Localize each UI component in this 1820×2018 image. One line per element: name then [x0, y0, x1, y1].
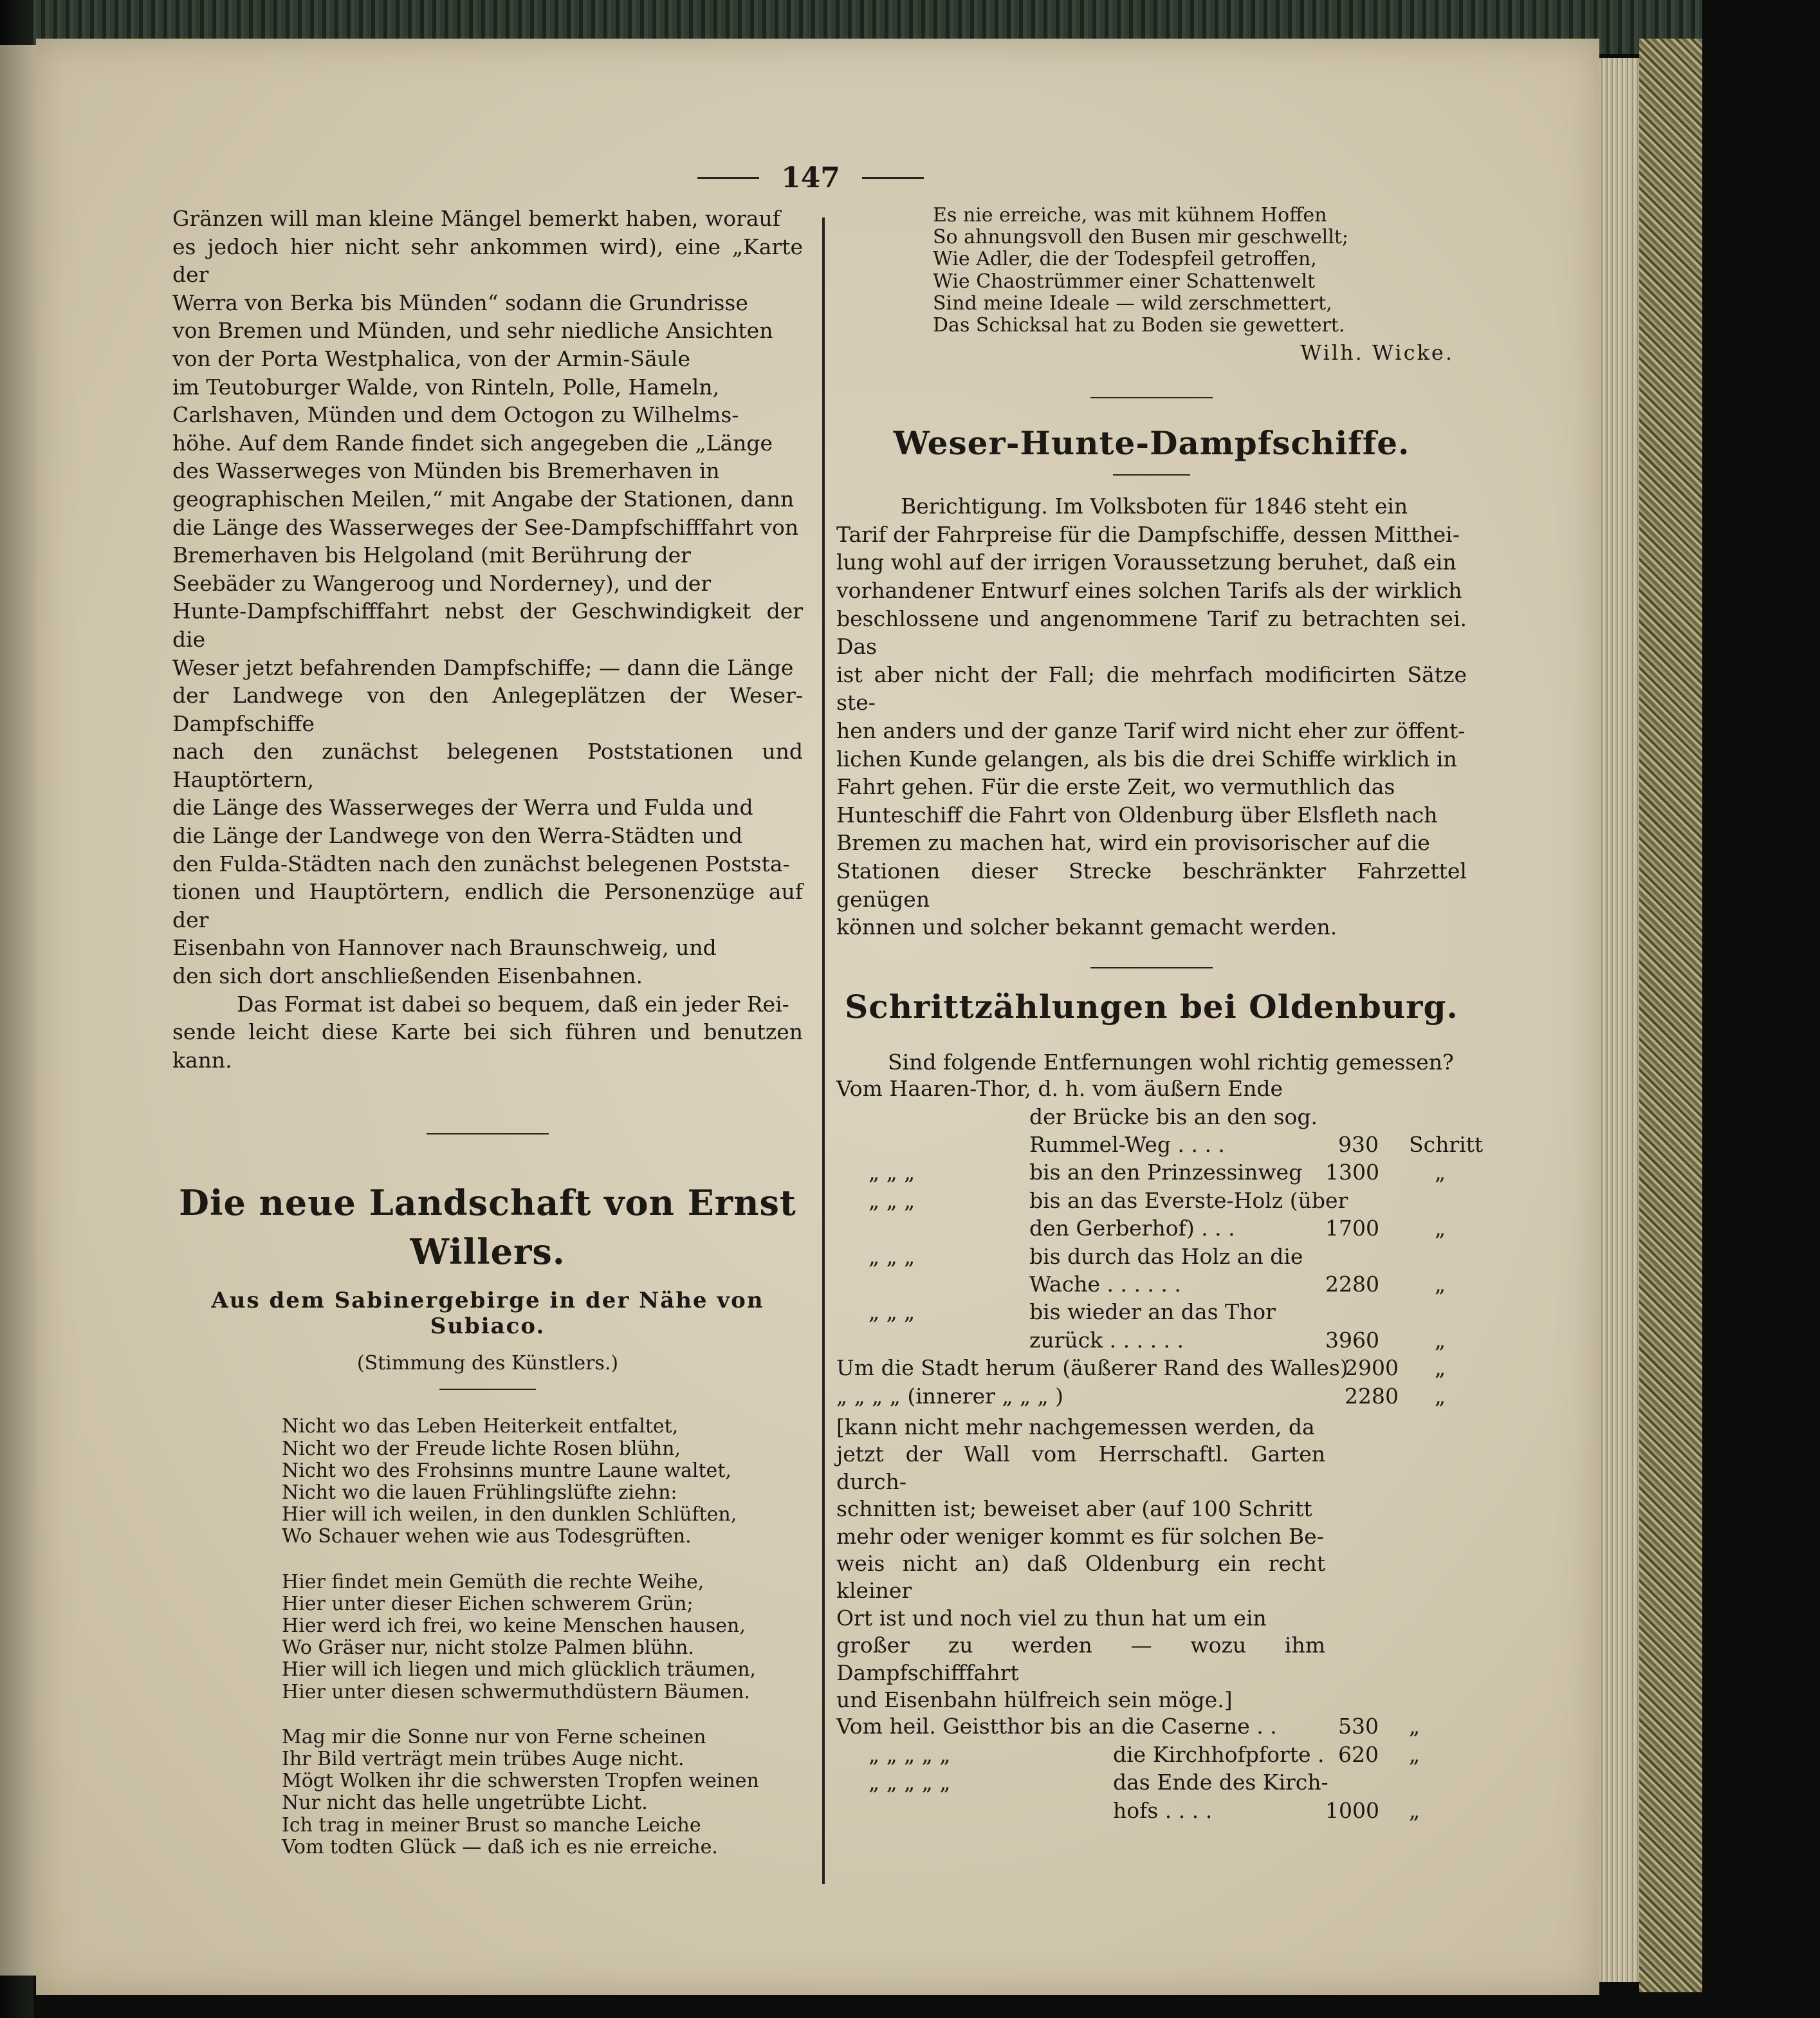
table-row [836, 1299, 1467, 1327]
text-line: Hunteschiff die Fahrt von Oldenburg über Elsfleth nach [836, 802, 1438, 828]
distance-table [836, 1076, 1484, 1411]
text-line: jetzt der Wall vom Herrschaftl. Garten durch- [836, 1441, 1325, 1494]
row-ditto: „ „ „ [869, 1243, 915, 1269]
section-title-weser-hunte: Weser-Hunte-Dampfschiffe. [893, 424, 1410, 463]
text-line: beschlossene und angenommene Tarif zu betrachten sei. Das [836, 606, 1467, 660]
header-dash-left [697, 177, 759, 179]
poem-line: Hier findet mein Gemüth die rechte Weihe, [282, 1570, 704, 1593]
row-value: 2280 [1345, 1383, 1399, 1409]
text-line: lung wohl auf der irrigen Voraussetzung beruhet, daß ein [836, 550, 1457, 575]
section-divider [1090, 967, 1213, 968]
text-line: Bremen zu machen hat, wird ein provisorischer auf die [836, 830, 1430, 856]
poem-signature: Wilh. Wicke. [1300, 340, 1454, 366]
text-line: im Teutoburger Walde, von Rinteln, Polle, Hameln, [172, 374, 720, 400]
table-row [836, 1272, 1467, 1299]
poem-line: Hier werd ich frei, wo keine Menschen hausen, [282, 1615, 746, 1638]
page-stack-edge [1599, 58, 1639, 1982]
text-line: tionen und Hauptörtern, endlich die Personenzüge auf der [172, 879, 803, 932]
row-ditto: „ „ „ [869, 1299, 915, 1325]
row-label: Vom heil. Geistthor bis an die Caserne . . [836, 1714, 1277, 1739]
poem-line: Wie Adler, die der Todespfeil getroffen, [933, 248, 1317, 271]
row-label: hofs . . . . [1113, 1797, 1213, 1823]
row-value: 1000 [1325, 1797, 1379, 1823]
text-line: Eisenbahn von Hannover nach Braunschweig, und [172, 935, 717, 961]
poem-line: Nicht wo die lauen Frühlingslüfte ziehn: [282, 1481, 677, 1504]
section-divider [427, 1133, 549, 1134]
text-line: können und solcher bekannt gemacht werden. [836, 914, 1337, 940]
row-label: das Ende des Kirch- [1113, 1770, 1328, 1795]
poem-line: Wo Schauer wehen wie aus Todesgrüften. [282, 1525, 692, 1548]
text-line: geographischen Meilen,“ mit Angabe der Stationen, dann [172, 486, 795, 512]
text-line: es jedoch hier nicht sehr ankommen wird), eine „Karte der [172, 234, 803, 288]
text-line: den sich dort anschließenden Eisenbahnen. [172, 963, 643, 989]
text-line: der Landwege von den Anlegeplätzen der Weser-Dampfschiffe [172, 683, 803, 736]
text-line: Carlshaven, Münden und dem Octogon zu Wilhelms- [172, 402, 739, 428]
row-unit: „ [1435, 1160, 1446, 1185]
row-label: bis durch das Holz an die [1029, 1243, 1303, 1269]
section-title-schrittzaehlungen: Schrittzählungen bei Oldenburg. [845, 987, 1458, 1026]
row-label: Um die Stadt herum (äußerer Rand des Walles) [836, 1355, 1348, 1381]
text-line: sende leicht diese Karte bei sich führen und benutzen kann. [172, 1019, 803, 1073]
text-line: nach den zunächst belegenen Poststationen und Hauptörtern, [172, 739, 803, 792]
column-rule [822, 218, 825, 1884]
poem-continuation [836, 205, 1467, 337]
poem-line: Vom todten Glück — daß ich es nie erreiche. [282, 1835, 718, 1858]
table-row [836, 1770, 1467, 1797]
text-line: Stationen dieser Strecke beschränkter Fahrzettel genügen [836, 858, 1467, 912]
text-line: von der Porta Westphalica, von der Armin-Säule [172, 346, 691, 371]
title-rule [439, 1389, 536, 1390]
poem-line: Nur nicht das helle ungetrübte Licht. [282, 1791, 648, 1815]
marbled-cover-board [1639, 39, 1702, 1992]
poem-stanza [282, 1571, 803, 1703]
poem-line: Hier will ich weilen, in den dunklen Schlüften, [282, 1503, 737, 1526]
previous-page-edge [0, 45, 39, 1976]
text-line: schnitten ist; beweiset aber (auf 100 Schritt [836, 1496, 1312, 1522]
schritt-intro: Sind folgende Entfernungen wohl richtig gemessen? [888, 1049, 1454, 1075]
poem-line: Nicht wo der Freude lichte Rosen blühn, [282, 1437, 681, 1460]
background-right [1702, 0, 1820, 2018]
text-line: Das Format ist dabei so bequem, daß ein jeder Rei- [237, 991, 789, 1017]
poem-stanza [282, 1726, 803, 1858]
row-value: 1300 [1325, 1160, 1379, 1185]
row-label: Wache . . . . . . [1029, 1272, 1181, 1297]
left-column [172, 205, 803, 1882]
poem-line: So ahnungsvoll den Busen mir geschwellt; [933, 226, 1349, 249]
page-header [682, 158, 939, 197]
article-title-line: Willers. [410, 1231, 565, 1273]
title-rule [1113, 474, 1190, 476]
table-row [836, 1132, 1484, 1160]
row-unit: Schritt [1409, 1132, 1484, 1158]
row-ditto: „ „ „ [869, 1160, 915, 1185]
table-row [836, 1076, 1467, 1104]
text-line: großer zu werden — wozu ihm Dampfschifffahrt [836, 1633, 1325, 1685]
bracket-note [836, 1414, 1325, 1714]
text-line: Fahrt gehen. Für die erste Zeit, wo vermuthlich das [836, 774, 1395, 800]
poem-line: Nicht wo das Leben Heiterkeit entfaltet, [282, 1415, 679, 1438]
text-line: mehr oder weniger kommt es für solchen Be- [836, 1523, 1324, 1549]
text-line: des Wasserweges von Münden bis Bremerhaven in [172, 458, 720, 484]
text-line: Seebäder zu Wangeroog und Norderney), und der [172, 570, 712, 596]
text-line: vorhandener Entwurf eines solchen Tarifs als der wirklich [836, 578, 1462, 603]
row-label: „ „ „ „ (innerer „ „ „ ) [836, 1383, 1064, 1409]
table-row [836, 1104, 1467, 1132]
row-value: 3960 [1325, 1327, 1379, 1353]
table-row [836, 1244, 1467, 1272]
poem-line: Sind meine Ideale — wild zerschmettert, [933, 292, 1332, 315]
article-note: (Stimmung des Künstlers.) [356, 1352, 619, 1375]
table-row [836, 1742, 1467, 1770]
text-line: und Eisenbahn hülfreich sein möge.] [836, 1687, 1233, 1713]
row-label: zurück . . . . . . [1029, 1327, 1184, 1353]
text-line: von Bremen und Münden, und sehr niedliche Ansichten [172, 318, 773, 344]
table-row [836, 1798, 1467, 1826]
text-line: Hunte-Dampfschifffahrt nebst der Geschwindigkeit der die [172, 598, 803, 652]
row-value: 2280 [1325, 1272, 1379, 1297]
text-line: Ort ist und noch viel zu thun hat um ein [836, 1605, 1267, 1631]
row-unit: „ [1409, 1741, 1420, 1767]
section-divider [1090, 397, 1213, 398]
text-line: Weser jetzt befahrenden Dampfschiffe; — dann die Länge [172, 654, 794, 680]
row-unit: „ [1435, 1216, 1446, 1241]
text-line: Tarif der Fahrpreise für die Dampfschiffe, dessen Mitthei- [836, 521, 1460, 547]
row-ditto: „ „ „ [869, 1187, 915, 1213]
poem-line: Wie Chaostrümmer einer Schattenwelt [933, 270, 1316, 293]
poem-stanza [282, 1416, 803, 1548]
text-line: Gränzen will man kleine Mängel bemerkt haben, worauf [172, 206, 780, 231]
text-line: die Länge des Wasserweges der See-Dampfschifffahrt von [172, 514, 799, 540]
poem-line: Hier unter dieser Eichen schwerem Grün; [282, 1592, 694, 1615]
row-value: 620 [1338, 1741, 1379, 1767]
row-label: der Brücke bis an den sog. [1029, 1104, 1318, 1129]
text-line: [kann nicht mehr nachgemessen werden, da [836, 1414, 1315, 1439]
row-unit: „ [1409, 1797, 1420, 1823]
row-label: die Kirchhofpforte . [1113, 1741, 1325, 1767]
row-unit: „ [1435, 1355, 1446, 1381]
poem-line: Ihr Bild verträgt mein trübes Auge nicht. [282, 1748, 685, 1771]
row-label: den Gerberhof) . . . [1029, 1216, 1235, 1241]
text-line: Berichtigung. Im Volksboten für 1846 steht ein [901, 494, 1408, 519]
text-line: Bremerhaven bis Helgoland (mit Berührung der [172, 542, 691, 568]
row-ditto: „ „ „ „ „ [869, 1741, 951, 1767]
text-line: Werra von Berka bis Münden“ sodann die Grundrisse [172, 290, 748, 315]
article-subtitle: Aus dem Sabinergebirge in der Nähe von Subiaco. [211, 1288, 764, 1340]
page-number: 147 [781, 161, 840, 194]
table-row [836, 1328, 1467, 1355]
poem-line: Nicht wo des Frohsinns muntre Laune waltet, [282, 1459, 731, 1482]
poem-line: Hier will ich liegen und mich glücklich träumen, [282, 1658, 757, 1681]
table-row [836, 1355, 1467, 1383]
row-label: bis wieder an das Thor [1029, 1299, 1276, 1325]
poem [172, 1416, 803, 1858]
row-label: Vom Haaren-Thor, d. h. vom äußern Ende [836, 1076, 1283, 1102]
poem-line: Mögt Wolken ihr die schwersten Tropfen weinen [282, 1770, 759, 1793]
weser-hunte-paragraph [836, 492, 1467, 941]
table-row [836, 1188, 1467, 1216]
article-title-line: Die neue Landschaft von Ernst [179, 1182, 796, 1224]
poem-line: Das Schicksal hat zu Boden sie gewettert. [933, 314, 1345, 337]
row-value: 1700 [1325, 1216, 1379, 1241]
row-ditto: „ „ „ „ „ [869, 1770, 951, 1795]
row-label: bis an das Everste-Holz (über [1029, 1187, 1348, 1213]
table-row [836, 1384, 1467, 1411]
poem-line: Ich trag in meiner Brust so manche Leiche [282, 1813, 701, 1837]
row-value: 530 [1338, 1714, 1379, 1739]
text-line: lichen Kunde gelangen, als bis die drei Schiffe wirklich in [836, 746, 1457, 772]
row-unit: „ [1409, 1714, 1420, 1739]
right-column [836, 204, 1484, 1826]
text-line: weis nicht an) daß Oldenburg ein recht kleiner [836, 1551, 1325, 1604]
article-title [172, 1178, 803, 1276]
row-unit: „ [1435, 1272, 1446, 1297]
text-line: die Länge der Landwege von den Werra-Städten und [172, 823, 743, 849]
poem-line: Mag mir die Sonne nur von Ferne scheinen [282, 1725, 706, 1748]
row-label: bis an den Prinzessinweg [1029, 1160, 1303, 1185]
table-row [836, 1216, 1467, 1243]
table-row [836, 1714, 1467, 1741]
row-label: Rummel-Weg . . . . [1029, 1132, 1225, 1158]
row-value: 930 [1338, 1132, 1379, 1158]
poem-line: Hier unter diesen schwermuthdüstern Bäumen. [282, 1680, 750, 1703]
text-line: die Länge des Wasserweges der Werra und Fulda und [172, 795, 753, 820]
text-line: höhe. Auf dem Rande findet sich angegeben die „Länge [172, 430, 773, 456]
text-line: hen anders und der ganze Tarif wird nicht eher zur öffent- [836, 717, 1466, 743]
distance-table-2 [836, 1714, 1467, 1826]
text-line: ist aber nicht der Fall; die mehrfach modificirten Sätze ste- [836, 662, 1467, 716]
poem-line: Es nie erreiche, was mit kühnem Hoffen [933, 204, 1327, 227]
row-unit: „ [1435, 1327, 1446, 1353]
poem-line: Wo Gräser nur, nicht stolze Palmen blühn. [282, 1636, 694, 1660]
table-row [836, 1160, 1467, 1187]
map-description-paragraph [172, 205, 803, 1074]
header-dash-right [862, 177, 924, 179]
row-unit: „ [1435, 1383, 1446, 1409]
text-line: den Fulda-Städten nach den zunächst belegenen Poststa- [172, 851, 790, 876]
row-value: 2900 [1345, 1355, 1399, 1381]
